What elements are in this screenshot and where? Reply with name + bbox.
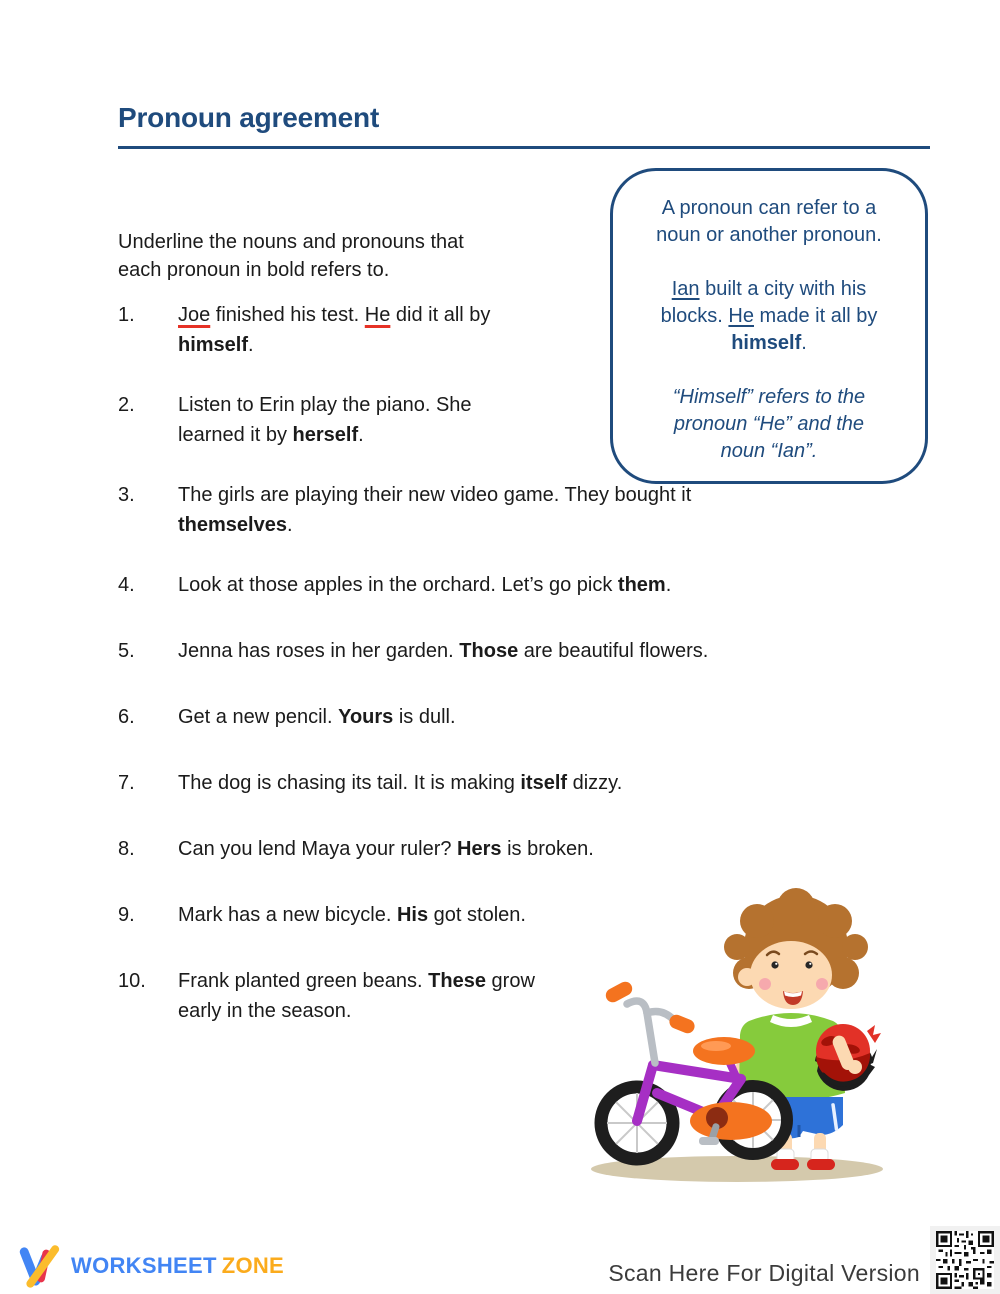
item-text: Joe finished his test. He did it all by himself.: [178, 304, 491, 356]
item-text: Listen to Erin play the piano. She learned it by herself.: [178, 394, 472, 446]
callout-group: “Himself” refers to the pronoun “He” and the noun “Ian”.: [672, 386, 866, 462]
page-title: Pronoun agreement: [118, 102, 380, 133]
item-text: The girls are playing their new video game. They bought it themselves.: [178, 484, 692, 536]
item-number: 7.: [118, 772, 135, 794]
instructions: [118, 228, 464, 284]
callout-group: Ian built a city with his blocks. He made it all by himself.: [660, 278, 878, 354]
instructions-line2: each pronoun in bold refers to.: [118, 259, 390, 281]
item-number: 10.: [118, 970, 146, 992]
logo-word-zone: ZONE: [221, 1253, 285, 1278]
item-number: 2.: [118, 394, 135, 416]
qr-code-icon: [936, 1231, 994, 1289]
instructions-line1: Underline the nouns and pronouns that: [118, 231, 464, 253]
item-text: Look at those apples in the orchard. Let’s go pick them.: [178, 574, 672, 596]
item-number: 6.: [118, 706, 135, 728]
exercise-item: [118, 480, 818, 540]
item-text: Get a new pencil. Yours is dull.: [178, 706, 456, 728]
item-number: 4.: [118, 574, 135, 596]
item-text: Frank planted green beans. These grow early in the season.: [178, 970, 535, 1022]
item-number: 5.: [118, 640, 135, 662]
exercise-item: [118, 570, 818, 600]
exercise-item: [118, 834, 818, 864]
exercise-item: [118, 768, 818, 798]
callout-group: A pronoun can refer to a noun or another pronoun.: [656, 197, 882, 246]
item-number: 9.: [118, 904, 135, 926]
exercise-item: [118, 636, 818, 666]
worksheetzone-logo: [18, 1242, 284, 1290]
item-number: 1.: [118, 304, 135, 326]
title-divider: [118, 146, 930, 149]
logo-word-worksheet: WORKSHEET: [71, 1253, 217, 1278]
item-number: 3.: [118, 484, 135, 506]
exercise-item: [118, 300, 818, 360]
exercise-item: [118, 702, 818, 732]
item-text: Can you lend Maya your ruler? Hers is broken.: [178, 838, 594, 860]
exercise-item: [118, 390, 818, 450]
item-text: The dog is chasing its tail. It is making itself dizzy.: [178, 772, 623, 794]
worksheetzone-logo-icon: [18, 1242, 64, 1290]
scan-here-text: Scan Here For Digital Version: [608, 1260, 920, 1286]
boy-with-bicycle-illustration: [585, 885, 895, 1185]
qr-code: [930, 1226, 1000, 1294]
item-text: Jenna has roses in her garden. Those are beautiful flowers.: [178, 640, 709, 662]
worksheetzone-logo-text: [71, 1253, 284, 1279]
item-text: Mark has a new bicycle. His got stolen.: [178, 904, 526, 926]
item-number: 8.: [118, 838, 135, 860]
